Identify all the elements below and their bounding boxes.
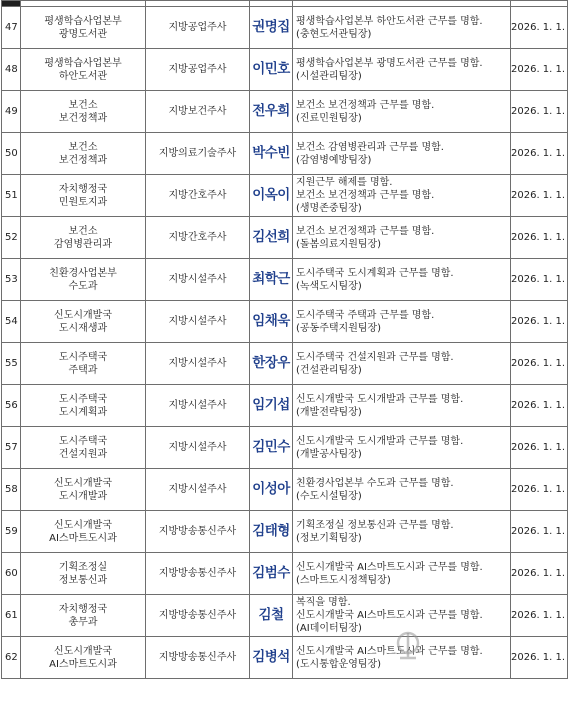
table-row — [2, 637, 568, 679]
department-line: AI스마트도시과 — [49, 532, 117, 544]
current-department — [21, 511, 146, 553]
rank: 지방시설주사 — [146, 385, 250, 427]
row-number: 60 — [2, 553, 21, 595]
rank: 지방시설주사 — [146, 343, 250, 385]
rank: 지방방송통신주사 — [146, 595, 250, 637]
department-line: 보건정책과 — [58, 112, 108, 124]
assignment-note — [293, 49, 511, 91]
note-line: 지원근무 해제를 명함. — [296, 177, 393, 188]
current-department — [21, 301, 146, 343]
note-line: 신도시개발국 AI스마트도시과 근무를 명함. — [296, 610, 483, 621]
table-row — [2, 595, 568, 637]
row-number: 62 — [2, 637, 21, 679]
person-name: 이성아 — [250, 469, 293, 511]
rank: 지방방송통신주사 — [146, 637, 250, 679]
note-line: 보건소 감염병관리과 근무를 명함. — [296, 141, 444, 153]
person-name: 임기섭 — [250, 385, 293, 427]
department-line: 정보통신과 — [58, 574, 108, 586]
department-line: 신도시개발국 — [54, 519, 112, 531]
rank: 지방보건주사 — [146, 91, 250, 133]
department-line: 감염병관리과 — [54, 238, 112, 250]
rank: 지방방송통신주사 — [146, 553, 250, 595]
person-name: 김민수 — [250, 427, 293, 469]
row-number: 56 — [2, 385, 21, 427]
row-number: 48 — [2, 49, 21, 91]
note-line: 도시주택국 도시계획과 근무를 명함. — [296, 267, 454, 279]
assignment-note — [293, 385, 511, 427]
note-line: 도시주택국 주택과 근무를 명함. — [296, 309, 435, 321]
row-number: 53 — [2, 259, 21, 301]
current-department — [21, 343, 146, 385]
department-line: 도시계획과 — [58, 406, 108, 418]
note-line: (정보기획팀장) — [296, 532, 362, 544]
assignment-note — [293, 133, 511, 175]
person-name: 전우희 — [250, 91, 293, 133]
effective-date: 2026. 1. 1. — [511, 469, 568, 511]
department-line: 보건정책과 — [58, 154, 108, 166]
current-department — [21, 49, 146, 91]
effective-date: 2026. 1. 1. — [511, 259, 568, 301]
note-line: 보건소 보건정책과 근무를 명함. — [296, 190, 435, 201]
current-department — [21, 91, 146, 133]
table-row — [2, 427, 568, 469]
assignment-note — [293, 301, 511, 343]
department-line: 보건소 — [68, 141, 98, 153]
assignment-note — [293, 595, 511, 637]
department-line: 자치행정국 — [58, 603, 108, 615]
row-number: 52 — [2, 217, 21, 259]
row-number: 55 — [2, 343, 21, 385]
note-line: (수도시설팀장) — [296, 490, 362, 502]
department-line: AI스마트도시과 — [49, 658, 117, 670]
effective-date: 2026. 1. 1. — [511, 427, 568, 469]
note-line: (충현도서관팀장) — [296, 28, 372, 40]
assignment-note — [293, 217, 511, 259]
department-line: 도시주택국 — [58, 435, 108, 447]
assignment-note — [293, 469, 511, 511]
note-line: 신도시개발국 도시개발과 근무를 명함. — [296, 393, 464, 405]
rank: 지방간호주사 — [146, 217, 250, 259]
note-line: 보건소 보건정책과 근무를 명함. — [296, 225, 435, 237]
assignment-note — [293, 175, 511, 217]
current-department — [21, 427, 146, 469]
person-name: 김철 — [250, 595, 293, 637]
department-line: 광명도서관 — [58, 28, 108, 40]
table-row — [2, 49, 568, 91]
note-line: 친환경사업본부 수도과 근무를 명함. — [296, 477, 454, 489]
department-line: 건설지원과 — [58, 448, 108, 460]
assignment-note — [293, 259, 511, 301]
person-name: 김선희 — [250, 217, 293, 259]
assignment-note — [293, 91, 511, 133]
effective-date: 2026. 1. 1. — [511, 133, 568, 175]
row-number: 61 — [2, 595, 21, 637]
department-line: 도시재생과 — [58, 322, 108, 334]
assignment-note — [293, 511, 511, 553]
department-line: 민원토지과 — [58, 196, 108, 208]
personnel-table — [1, 0, 568, 679]
department-line: 도시개발과 — [58, 490, 108, 502]
assignment-note — [293, 637, 511, 679]
row-number: 58 — [2, 469, 21, 511]
department-line: 보건소 — [68, 99, 98, 111]
current-department — [21, 595, 146, 637]
table-row — [2, 7, 568, 49]
row-number: 47 — [2, 7, 21, 49]
rank: 지방시설주사 — [146, 259, 250, 301]
person-name: 김병석 — [250, 637, 293, 679]
person-name: 이민호 — [250, 49, 293, 91]
table-row — [2, 301, 568, 343]
department-line: 하안도서관 — [58, 70, 108, 82]
current-department — [21, 637, 146, 679]
table-row — [2, 511, 568, 553]
person-name: 김범수 — [250, 553, 293, 595]
department-line: 보건소 — [68, 225, 98, 237]
effective-date: 2026. 1. 1. — [511, 7, 568, 49]
note-line: 신도시개발국 AI스마트도시과 근무를 명함. — [296, 561, 483, 573]
note-line: (생명존중팀장) — [296, 203, 362, 214]
department-line: 도시주택국 — [58, 393, 108, 405]
note-line: (돌봄의료지원팀장) — [296, 238, 382, 250]
rank: 지방간호주사 — [146, 175, 250, 217]
note-line: (공동주택지원팀장) — [296, 322, 382, 334]
note-line: 기획조정실 정보통신과 근무를 명함. — [296, 519, 454, 531]
department-line: 평생학습사업본부 — [44, 15, 122, 27]
department-line: 신도시개발국 — [54, 309, 112, 321]
note-line: (건설관리팀장) — [296, 364, 362, 376]
current-department — [21, 133, 146, 175]
effective-date: 2026. 1. 1. — [511, 217, 568, 259]
note-line: (스마트도시정책팀장) — [296, 574, 391, 586]
note-line: 신도시개발국 AI스마트도시과 근무를 명함. — [296, 645, 483, 657]
effective-date: 2026. 1. 1. — [511, 511, 568, 553]
department-line: 자치행정국 — [58, 183, 108, 195]
table-row — [2, 553, 568, 595]
rank: 지방방송통신주사 — [146, 511, 250, 553]
rank: 지방시설주사 — [146, 301, 250, 343]
effective-date: 2026. 1. 1. — [511, 553, 568, 595]
current-department — [21, 553, 146, 595]
assignment-note — [293, 343, 511, 385]
person-name: 박수빈 — [250, 133, 293, 175]
note-line: 도시주택국 건설지원과 근무를 명함. — [296, 351, 454, 363]
department-line: 기획조정실 — [58, 561, 108, 573]
person-name: 권명집 — [250, 7, 293, 49]
row-number: 59 — [2, 511, 21, 553]
table-row — [2, 133, 568, 175]
effective-date: 2026. 1. 1. — [511, 301, 568, 343]
current-department — [21, 469, 146, 511]
rank: 지방공업주사 — [146, 7, 250, 49]
person-name: 한장우 — [250, 343, 293, 385]
note-line: 복직을 명함. — [296, 597, 351, 608]
table-row — [2, 469, 568, 511]
department-line: 수도과 — [68, 280, 98, 292]
department-line: 평생학습사업본부 — [44, 57, 122, 69]
note-line: (AI데이터팀장) — [296, 623, 362, 634]
row-number: 54 — [2, 301, 21, 343]
note-line: 평생학습사업본부 광명도서관 근무를 명함. — [296, 57, 483, 69]
current-department — [21, 217, 146, 259]
note-line: (진료민원팀장) — [296, 112, 362, 124]
department-line: 주택과 — [68, 364, 98, 376]
assignment-note — [293, 7, 511, 49]
current-department — [21, 259, 146, 301]
note-line: (감염병예방팀장) — [296, 154, 372, 166]
table-row — [2, 385, 568, 427]
current-department — [21, 385, 146, 427]
assignment-note — [293, 427, 511, 469]
row-number: 51 — [2, 175, 21, 217]
effective-date: 2026. 1. 1. — [511, 49, 568, 91]
effective-date: 2026. 1. 1. — [511, 175, 568, 217]
note-line: (도시통합운영팀장) — [296, 658, 382, 670]
effective-date: 2026. 1. 1. — [511, 637, 568, 679]
note-line: 보건소 보건정책과 근무를 명함. — [296, 99, 435, 111]
assignment-note — [293, 553, 511, 595]
note-line: 평생학습사업본부 하안도서관 근무를 명함. — [296, 15, 483, 27]
row-number: 57 — [2, 427, 21, 469]
department-line: 친환경사업본부 — [49, 267, 117, 279]
table-row — [2, 217, 568, 259]
rank: 지방시설주사 — [146, 427, 250, 469]
row-number: 49 — [2, 91, 21, 133]
table-row — [2, 343, 568, 385]
note-line: (녹색도시팀장) — [296, 280, 362, 292]
note-line: (개발전략팀장) — [296, 406, 362, 418]
department-line: 신도시개발국 — [54, 645, 112, 657]
table-row — [2, 175, 568, 217]
note-line: (개발공사팀장) — [296, 448, 362, 460]
effective-date: 2026. 1. 1. — [511, 343, 568, 385]
person-name: 김태형 — [250, 511, 293, 553]
effective-date: 2026. 1. 1. — [511, 91, 568, 133]
person-name: 최학근 — [250, 259, 293, 301]
current-department — [21, 175, 146, 217]
department-line: 도시주택국 — [58, 351, 108, 363]
note-line: 신도시개발국 도시개발과 근무를 명함. — [296, 435, 464, 447]
table-row — [2, 259, 568, 301]
effective-date: 2026. 1. 1. — [511, 385, 568, 427]
department-line: 총무과 — [68, 616, 98, 628]
person-name: 이옥이 — [250, 175, 293, 217]
rank: 지방시설주사 — [146, 469, 250, 511]
row-number: 50 — [2, 133, 21, 175]
department-line: 신도시개발국 — [54, 477, 112, 489]
rank: 지방의료기술주사 — [146, 133, 250, 175]
current-department — [21, 7, 146, 49]
table-row — [2, 91, 568, 133]
rank: 지방공업주사 — [146, 49, 250, 91]
person-name: 임채욱 — [250, 301, 293, 343]
note-line: (시설관리팀장) — [296, 70, 362, 82]
effective-date: 2026. 1. 1. — [511, 595, 568, 637]
